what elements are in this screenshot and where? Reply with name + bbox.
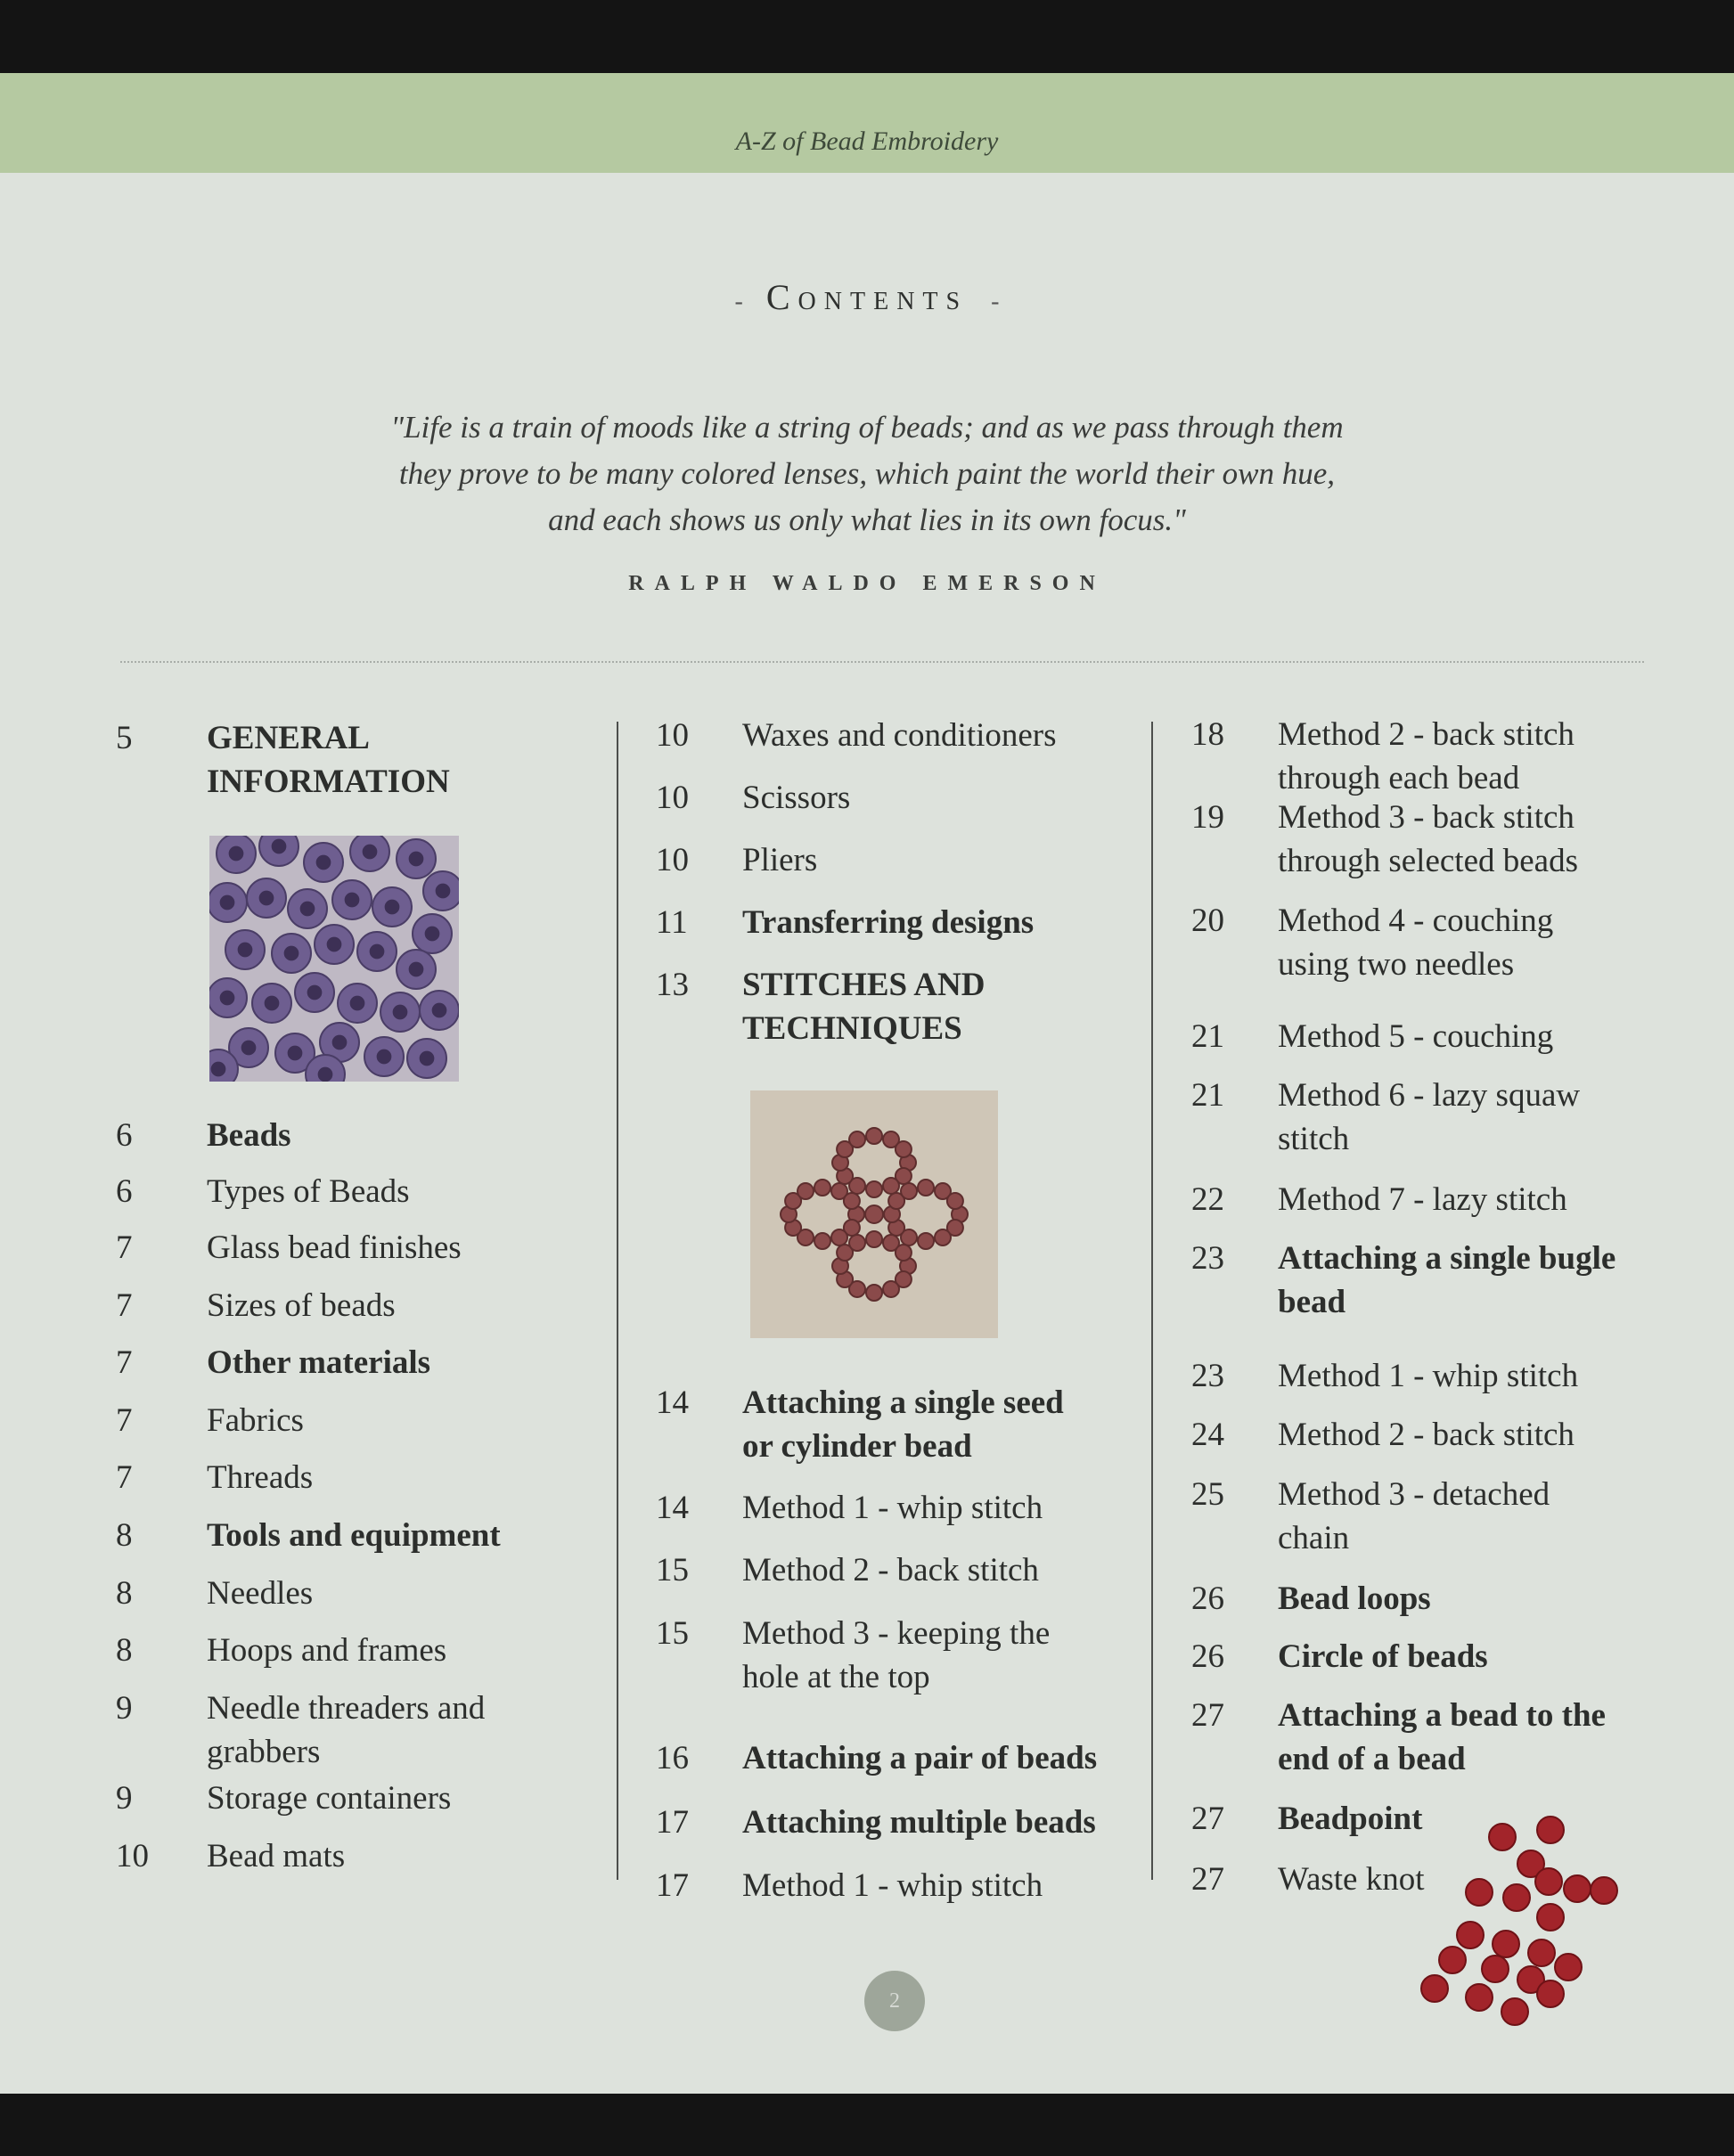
beaded-flower-image [750,1090,998,1338]
bead-shape [849,1131,865,1147]
toc-entry-title: Sizes of beads [207,1287,396,1324]
contents-title: Contents [765,277,969,317]
toc-entry-title: Method 3 - detached [1278,1476,1550,1513]
bead-shape [1421,1975,1448,2002]
toc-page-number: 10 [656,842,689,878]
toc-entry-title: Types of Beads [207,1173,410,1210]
bead-shape [1457,1922,1484,1948]
toc-entry-title: Method 3 - back stitch [1278,799,1575,836]
toc-page-number: 10 [116,1838,149,1874]
bead-shape [1489,1824,1516,1850]
bead-shape [1537,1980,1564,2007]
bead-hole [436,884,451,899]
toc-page-number: 23 [1191,1240,1224,1277]
page-number-badge: 2 [864,1971,925,2031]
bead-shape [1466,1984,1493,2011]
toc-entry-title: GENERAL [207,720,370,756]
running-header-title: A-Z of Bead Embroidery [735,127,999,156]
toc-page-number: 7 [116,1402,133,1439]
toc-page-number: 15 [656,1615,689,1652]
bead-hole [229,846,244,862]
toc-page-number: 17 [656,1804,689,1841]
toc-entry-title: Method 1 - whip stitch [742,1867,1043,1904]
bead-hole [238,943,253,958]
bead-hole [409,852,424,867]
toc-entry-title: Waste knot [1278,1861,1425,1898]
toc-page-number: 24 [1191,1417,1224,1453]
toc-page-number: 14 [656,1384,689,1421]
toc-page-number: 25 [1191,1476,1224,1513]
bead-hole [377,1049,392,1065]
toc-entry-title: Hoops and frames [207,1632,447,1669]
toc-page-number: 7 [116,1459,133,1496]
bead-shape [797,1183,814,1199]
toc-page-number: 16 [656,1740,689,1776]
toc-page-number: 27 [1191,1697,1224,1734]
bead-hole [300,902,315,917]
bead-hole [393,1005,408,1020]
toc-entry-title: Method 2 - back stitch [1278,716,1575,753]
toc-entry-title: Method 5 - couching [1278,1018,1554,1055]
header-band [0,73,1734,173]
toc-entry-title: end of a bead [1278,1741,1466,1777]
toc-page-number: 9 [116,1690,133,1727]
toc-entry-title: Needle threaders and [207,1690,486,1727]
bead-hole [272,839,287,854]
toc-page-number: 9 [116,1780,133,1817]
toc-page-number: 6 [116,1117,133,1154]
bead-shape [1482,1956,1509,1982]
bead-shape [1439,1947,1466,1973]
quote-author: RALPH WALDO EMERSON [628,572,1106,595]
toc-entry-title: Attaching a single seed [742,1384,1064,1421]
toc-entry-title: Scissors [742,780,851,816]
dotted-divider [120,661,1644,663]
bead-shape [866,1231,882,1247]
bead-shape [935,1229,951,1245]
bead-shape [1537,1817,1564,1843]
toc-page-number: 5 [116,720,133,756]
toc-page-number: 19 [1191,799,1224,836]
bead-hole [409,962,424,977]
toc-entry-title: Pliers [742,842,818,878]
bead-shape [1528,1940,1555,1966]
toc-entry-title: Beads [207,1117,291,1154]
toc-page-number: 26 [1191,1638,1224,1675]
toc-page-number: 18 [1191,716,1224,753]
bead-shape [814,1233,830,1249]
quote-line: "Life is a train of moods like a string of beads; and as we pass through them [390,410,1344,445]
bead-hole [327,937,342,952]
bead-shape [866,1285,882,1301]
bead-hole [316,855,331,870]
quote-line: and each shows us only what lies in its own focus." [548,502,1186,537]
toc-entry-title: Glass bead finishes [207,1229,462,1266]
toc-entry-title: Method 4 - couching [1278,902,1554,939]
toc-entry-title: TECHNIQUES [742,1010,962,1047]
toc-page-number: 8 [116,1575,133,1612]
bead-shape [866,1128,882,1144]
toc-entry-title: Method 1 - whip stitch [742,1490,1043,1526]
toc-page-number: 7 [116,1344,133,1381]
bead-hole [345,893,360,908]
toc-entry-title: Waxes and conditioners [742,717,1057,754]
column-divider [617,722,618,1880]
toc-entry-title: INFORMATION [207,764,450,800]
toc-page-number: 10 [656,717,689,754]
bead-hole [220,991,235,1006]
toc-page-number: 8 [116,1517,133,1554]
toc-entry-title: STITCHES AND [742,967,986,1003]
bead-hole [385,900,400,915]
toc-entry-title: Method 3 - keeping the [742,1615,1051,1652]
bead-shape [1493,1931,1519,1957]
bead-hole [363,845,378,860]
contents-heading [0,276,1734,318]
bead-hole [284,946,299,961]
toc-page-number: 14 [656,1490,689,1526]
bead-shape [831,1229,847,1245]
toc-page-number: 7 [116,1229,133,1266]
bead-shape [918,1233,934,1249]
toc-entry-title: Attaching a pair of beads [742,1740,1098,1776]
toc-entry-title: Tools and equipment [207,1517,501,1554]
bead-shape [865,1205,883,1223]
toc-entry-title: Needles [207,1575,314,1612]
toc-page-number: 27 [1191,1861,1224,1898]
toc-entry-title: Storage containers [207,1780,452,1817]
bead-hole [220,895,235,911]
toc-entry-title: Bead mats [207,1838,346,1874]
bead-shape [918,1180,934,1196]
bead-hole [370,944,385,960]
red-crystal-beads-image [1417,1810,1645,2033]
toc-entry-title: Method 2 - back stitch [742,1552,1039,1588]
bead-shape [849,1235,865,1251]
toc-entry-title: Other materials [207,1344,431,1381]
heading-dash-left: - [734,288,743,315]
purple-beads-image [209,836,459,1082]
bead-shape [1503,1884,1530,1911]
bead-hole [318,1067,333,1082]
toc-page-number: 13 [656,967,689,1003]
toc-entry-title: Attaching a bead to the [1278,1697,1606,1734]
toc-page-number: 21 [1191,1018,1224,1055]
bead-shape [1537,1904,1564,1931]
book-page [0,73,1734,2094]
bead-shape [901,1183,917,1199]
toc-entry-title: Beadpoint [1278,1801,1423,1837]
bead-shape [896,1141,912,1157]
bead-shape [844,1193,860,1209]
bead-hole [350,996,365,1011]
quote-line: they prove to be many colored lenses, which paint the world their own hue, [398,456,1336,491]
toc-page-number: 21 [1191,1077,1224,1114]
toc-entry-title: Method 2 - back stitch [1278,1417,1575,1453]
toc-entry-title: stitch [1278,1121,1350,1157]
bead-shape [883,1178,899,1194]
bead-hole [259,891,274,906]
bead-shape [896,1245,912,1261]
toc-entry-title: Bead loops [1278,1580,1431,1617]
toc-entry-title: Circle of beads [1278,1638,1488,1675]
bead-shape [814,1180,830,1196]
toc-entry-title: Method 7 - lazy stitch [1278,1181,1567,1218]
toc-page-number: 23 [1191,1358,1224,1394]
toc-entry-title: chain [1278,1520,1350,1556]
bead-shape [1555,1954,1582,1980]
toc-page-number: 15 [656,1552,689,1588]
heading-dash-right: - [991,288,1000,315]
toc-entry-title: Threads [207,1459,314,1496]
epigraph-quote [0,404,1734,543]
bead-hole [420,1051,435,1066]
toc-page-number: 17 [656,1867,689,1904]
bead-shape [1535,1868,1562,1895]
toc-entry-title: Method 1 - whip stitch [1278,1358,1579,1394]
toc-entry-title: through selected beads [1278,843,1578,879]
toc-entry-title: using two needles [1278,946,1515,983]
toc-page-number: 6 [116,1173,133,1210]
bead-hole [425,927,440,942]
toc-entry-title: through each bead [1278,760,1520,796]
bead-hole [211,1062,226,1077]
bead-hole [307,985,323,1000]
bead-shape [1501,1998,1528,2025]
toc-page-number: 11 [656,904,688,941]
toc-page-number: 26 [1191,1580,1224,1617]
toc-entry-title: Method 6 - lazy squaw [1278,1077,1581,1114]
bead-shape [1466,1879,1493,1906]
bead-shape [883,1281,899,1297]
bead-hole [265,996,280,1011]
toc-entry-title: bead [1278,1284,1346,1320]
bead-hole [241,1041,257,1056]
toc-entry-title: or cylinder bead [742,1428,972,1465]
toc-entry-title: Attaching a single bugle [1278,1240,1616,1277]
toc-entry-title: hole at the top [742,1659,930,1695]
bead-shape [1564,1875,1591,1902]
toc-page-number: 27 [1191,1801,1224,1837]
toc-entry-title: Transferring designs [742,904,1035,941]
bead-hole [332,1035,348,1050]
toc-page-number: 20 [1191,902,1224,939]
bead-shape [866,1181,882,1197]
toc-page-number: 7 [116,1287,133,1324]
bead-hole [432,1003,447,1018]
toc-page-number: 22 [1191,1181,1224,1218]
bead-shape [947,1193,963,1209]
column-divider [1151,722,1153,1880]
toc-entry-title: Fabrics [207,1402,304,1439]
toc-entry-title: Attaching multiple beads [742,1804,1096,1841]
bead-hole [288,1046,303,1061]
toc-page-number: 10 [656,780,689,816]
bead-shape [1591,1877,1617,1904]
toc-entry-title: grabbers [207,1734,321,1770]
toc-page-number: 8 [116,1632,133,1669]
